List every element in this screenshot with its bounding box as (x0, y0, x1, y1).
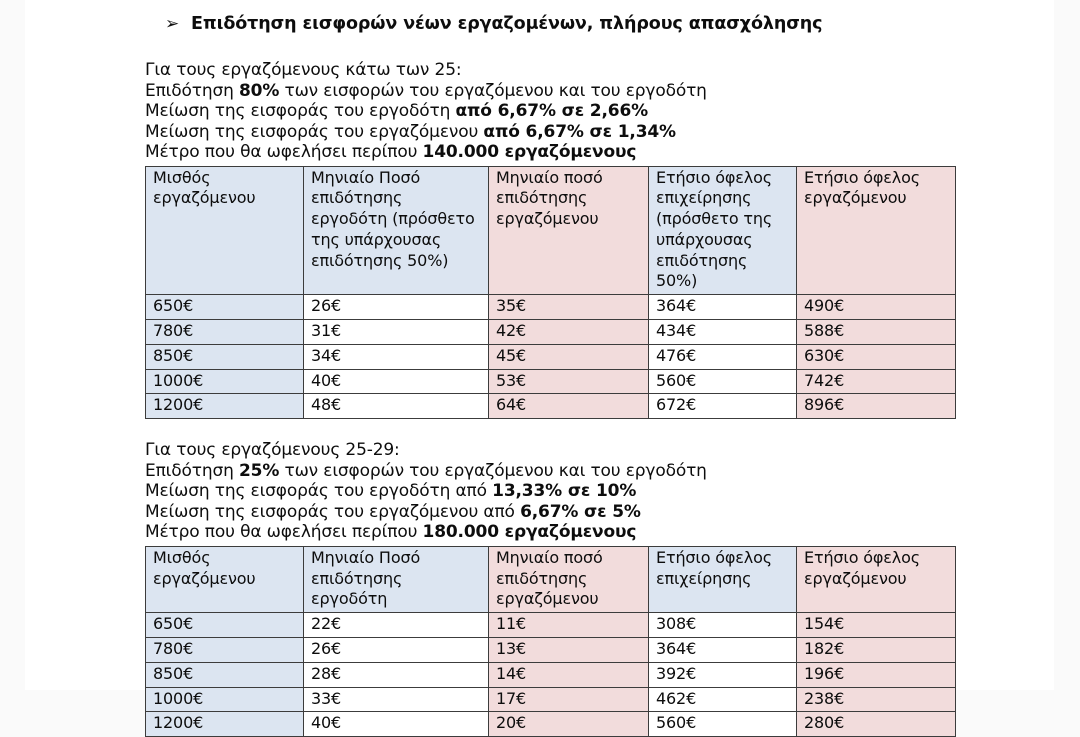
paragraph-line (145, 142, 985, 163)
table-row (146, 687, 956, 712)
cell-salary: 650€ (146, 295, 304, 320)
table-row (146, 662, 956, 687)
cell-monthly-employee: 45€ (489, 344, 649, 369)
text-run-bold: 13,33% σε 10% (492, 481, 637, 502)
cell-monthly-employee: 35€ (489, 295, 649, 320)
paragraph-under-25 (145, 60, 985, 163)
paragraph-line (145, 522, 985, 543)
cell-salary: 1000€ (146, 369, 304, 394)
table-row (146, 613, 956, 638)
table-header-row (146, 546, 956, 612)
cell-salary: 1000€ (146, 687, 304, 712)
text-run-bold: από 6,67% σε 2,66% (455, 101, 649, 121)
cell-salary: 780€ (146, 637, 304, 662)
text-run: των εισφορών του εργαζόμενου και του εργοδότη (279, 80, 707, 101)
column-header-salary: Μισθός εργαζόμενου (146, 166, 304, 295)
text-run: Για τους εργαζόμενους κάτω των 25: (145, 60, 462, 80)
paragraph-line (145, 122, 985, 143)
column-header-annual-employee: Ετήσιο όφελος εργαζόμενου (797, 166, 956, 295)
text-run: Επιδότηση (145, 80, 239, 101)
text-run: Για τους εργαζόμενους 25-29: (145, 440, 400, 461)
text-run: Μείωση της εισφοράς του εργαζόμενου (145, 121, 484, 142)
text-run: Μείωση της εισφοράς του εργοδότη από (145, 481, 493, 502)
text-run: Μέτρο που θα ωφελήσει περίπου (145, 142, 423, 162)
cell-monthly-employee: 11€ (489, 613, 649, 638)
paragraph-line (145, 81, 985, 102)
text-run: των εισφορών του εργαζόμενου και του εργοδότη (279, 460, 707, 481)
benefits-table-under-25 (145, 166, 956, 420)
cell-monthly-employee: 14€ (489, 662, 649, 687)
table-row (146, 369, 956, 394)
cell-annual-business: 476€ (649, 344, 797, 369)
cell-annual-employee: 196€ (797, 662, 956, 687)
table-row (146, 344, 956, 369)
table-row (146, 637, 956, 662)
text-run-bold: 140.000 εργαζόμενους (422, 142, 637, 162)
cell-monthly-employer: 34€ (304, 344, 489, 369)
cell-salary: 1200€ (146, 712, 304, 737)
column-header-salary: Μισθός εργαζόμενου (146, 546, 304, 612)
column-header-monthly-employee: Μηνιαίο ποσό επιδότησης εργαζόμενου (489, 166, 649, 295)
cell-monthly-employer: 48€ (304, 394, 489, 419)
cell-annual-employee: 896€ (797, 394, 956, 419)
column-header-annual-business: Ετήσιο όφελος επιχείρησης (πρόσθετο της υπάρχουσας επιδότησης 50%) (649, 166, 797, 295)
cell-monthly-employer: 31€ (304, 320, 489, 345)
cell-monthly-employer: 26€ (304, 637, 489, 662)
document-content (145, 0, 985, 737)
cell-monthly-employer: 26€ (304, 295, 489, 320)
table-header-row (146, 166, 956, 295)
cell-monthly-employee: 42€ (489, 320, 649, 345)
cell-monthly-employee: 17€ (489, 687, 649, 712)
page-title: Επιδότηση εισφορών νέων εργαζομένων, πλήρους απασχόλησης (191, 14, 823, 34)
benefits-table-age-25-29 (145, 546, 956, 737)
cell-salary: 1200€ (146, 394, 304, 419)
paragraph-line (145, 481, 985, 502)
paragraph-line (145, 101, 985, 122)
section-heading (165, 12, 985, 36)
table-row (146, 394, 956, 419)
column-header-monthly-employee: Μηνιαίο ποσό επιδότησης εργαζόμενου (489, 546, 649, 612)
cell-annual-business: 308€ (649, 613, 797, 638)
text-run: Μείωση της εισφοράς του εργοδότη (145, 101, 456, 121)
cell-monthly-employee: 64€ (489, 394, 649, 419)
cell-annual-employee: 238€ (797, 687, 956, 712)
cell-annual-business: 392€ (649, 662, 797, 687)
cell-annual-employee: 280€ (797, 712, 956, 737)
cell-salary: 850€ (146, 662, 304, 687)
cell-monthly-employer: 40€ (304, 712, 489, 737)
cell-annual-business: 434€ (649, 320, 797, 345)
column-header-annual-business: Ετήσιο όφελος επιχείρησης (649, 546, 797, 612)
document-page (25, 0, 1054, 733)
cell-monthly-employee: 20€ (489, 712, 649, 737)
cell-monthly-employer: 28€ (304, 662, 489, 687)
column-header-monthly-employer: Μηνιαίο Ποσό επιδότησης εργοδότη (πρόσθετο της υπάρχουσας επιδότησης 50%) (304, 166, 489, 295)
paragraph-line (145, 60, 985, 81)
text-run-bold: από 6,67% σε 1,34% (483, 121, 676, 142)
cell-monthly-employer: 40€ (304, 369, 489, 394)
cell-monthly-employee: 53€ (489, 369, 649, 394)
paragraph-age-25-29 (145, 440, 985, 543)
paragraph-line (145, 461, 985, 482)
table-row (146, 320, 956, 345)
text-run-bold: 6,67% σε 5% (520, 501, 641, 522)
cell-salary: 850€ (146, 344, 304, 369)
paragraph-line (145, 440, 985, 461)
cell-annual-employee: 182€ (797, 637, 956, 662)
table-row (146, 295, 956, 320)
cell-annual-employee: 154€ (797, 613, 956, 638)
cell-annual-business: 560€ (649, 369, 797, 394)
text-run-bold: 25% (239, 460, 280, 481)
text-run-bold: 180.000 εργαζόμενους (422, 522, 637, 543)
cell-annual-employee: 630€ (797, 344, 956, 369)
cell-annual-business: 672€ (649, 394, 797, 419)
cell-annual-business: 462€ (649, 687, 797, 712)
cell-salary: 650€ (146, 613, 304, 638)
cell-annual-employee: 490€ (797, 295, 956, 320)
arrow-bullet-icon: ➢ (165, 14, 180, 34)
cell-monthly-employer: 33€ (304, 687, 489, 712)
text-run: Μείωση της εισφοράς του εργαζόμενου από (145, 501, 521, 522)
text-run: Μέτρο που θα ωφελήσει περίπου (145, 522, 423, 543)
cell-monthly-employer: 22€ (304, 613, 489, 638)
cell-annual-business: 364€ (649, 295, 797, 320)
cell-annual-business: 364€ (649, 637, 797, 662)
table-row (146, 712, 956, 737)
text-run: Επιδότηση (145, 460, 239, 481)
column-header-annual-employee: Ετήσιο όφελος εργαζόμενου (797, 546, 956, 612)
paragraph-line (145, 502, 985, 523)
cell-annual-employee: 742€ (797, 369, 956, 394)
cell-salary: 780€ (146, 320, 304, 345)
cell-annual-employee: 588€ (797, 320, 956, 345)
cell-monthly-employee: 13€ (489, 637, 649, 662)
cell-annual-business: 560€ (649, 712, 797, 737)
column-header-monthly-employer: Μηνιαίο Ποσό επιδότησης εργοδότη (304, 546, 489, 612)
text-run-bold: 80% (239, 80, 280, 101)
